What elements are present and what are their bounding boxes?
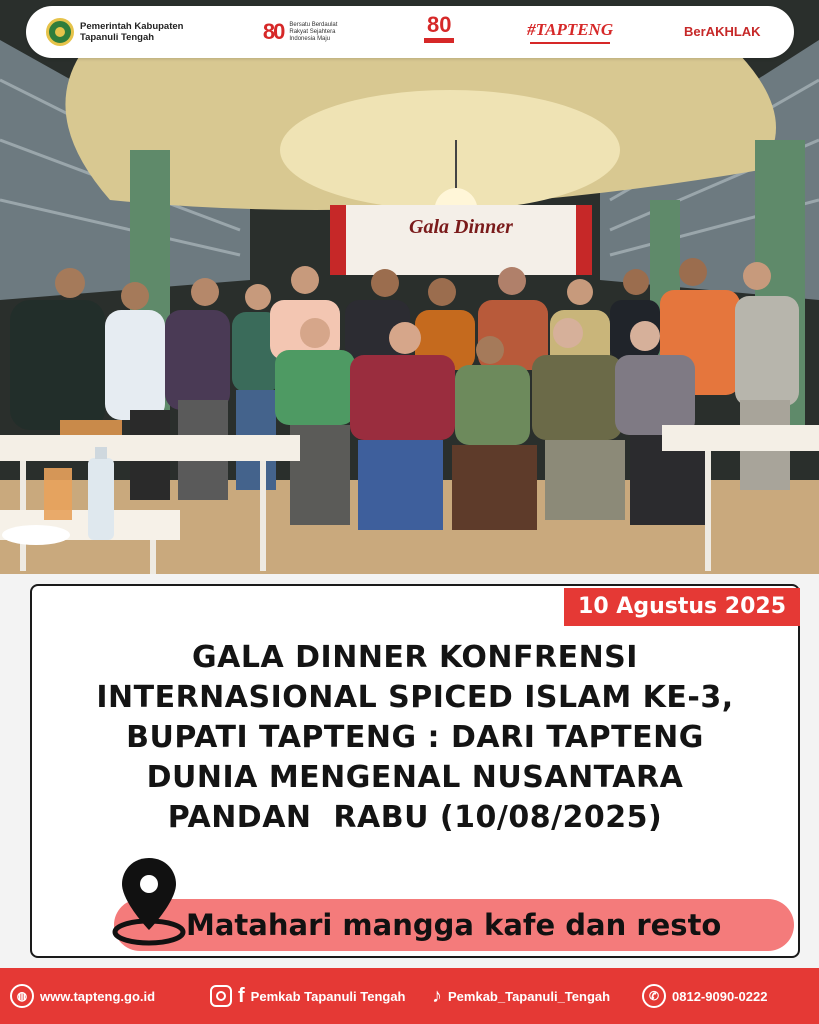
headline-line: PANDAN RABU (10/08/2025) — [167, 800, 663, 835]
phone-icon: ✆ — [642, 984, 666, 1008]
headline-line: INTERNASIONAL SPICED ISLAM KE-3, — [96, 680, 734, 715]
footer-bar — [0, 968, 819, 1024]
instagram-icon — [210, 985, 232, 1007]
post-card — [30, 584, 800, 958]
emblem-number: 80 — [427, 12, 452, 37]
gov-logo — [46, 18, 192, 46]
facebook-link[interactable] — [210, 985, 432, 1008]
tiktok-text: Pemkab_Tapanuli_Tengah — [448, 988, 611, 1004]
emblem-80-icon — [422, 12, 456, 52]
phone-text: 0812-9090-0222 — [672, 988, 768, 1004]
gov-name: Pemerintah Kabupaten Tapanuli Tengah — [80, 21, 184, 43]
ri80-number: 80 — [262, 19, 284, 44]
phone-link[interactable] — [642, 984, 767, 1008]
location-pin-icon — [112, 854, 186, 946]
ri80-logo — [263, 19, 351, 45]
location-pill — [114, 899, 794, 951]
location-name: Matahari mangga kafe dan resto — [186, 908, 722, 942]
facebook-icon: f — [238, 984, 245, 1007]
tiktok-link[interactable] — [432, 985, 642, 1008]
headline-line: DUNIA MENGENAL NUSANTARA — [146, 760, 684, 795]
logo-bar — [26, 6, 794, 58]
banner-title: Gala Dinner — [409, 216, 513, 238]
headline-line: GALA DINNER KONFRENSI — [192, 640, 638, 675]
ri80-tagline: Bersatu Berdaulat Rakyat Sejahtera Indonesia Maju — [289, 21, 338, 42]
globe-icon: ◍ — [10, 984, 34, 1008]
hashtag-tapteng: #TAPTENG — [527, 20, 614, 39]
tiktok-icon: ♪ — [432, 984, 442, 1007]
website-link[interactable] — [10, 984, 210, 1008]
regency-seal-icon — [46, 18, 74, 46]
website-text: www.tapteng.go.id — [40, 988, 156, 1004]
headline-line: BUPATI TAPTENG : DARI TAPTENG — [126, 720, 704, 755]
tapteng-logo — [527, 20, 613, 44]
berakhlak-logo — [684, 24, 774, 40]
berakhlak-text: BerAKHLAK — [684, 24, 761, 39]
headline — [32, 638, 798, 838]
date-badge: 10 Agustus 2025 — [564, 588, 800, 626]
facebook-text: Pemkab Tapanuli Tengah — [250, 988, 406, 1004]
